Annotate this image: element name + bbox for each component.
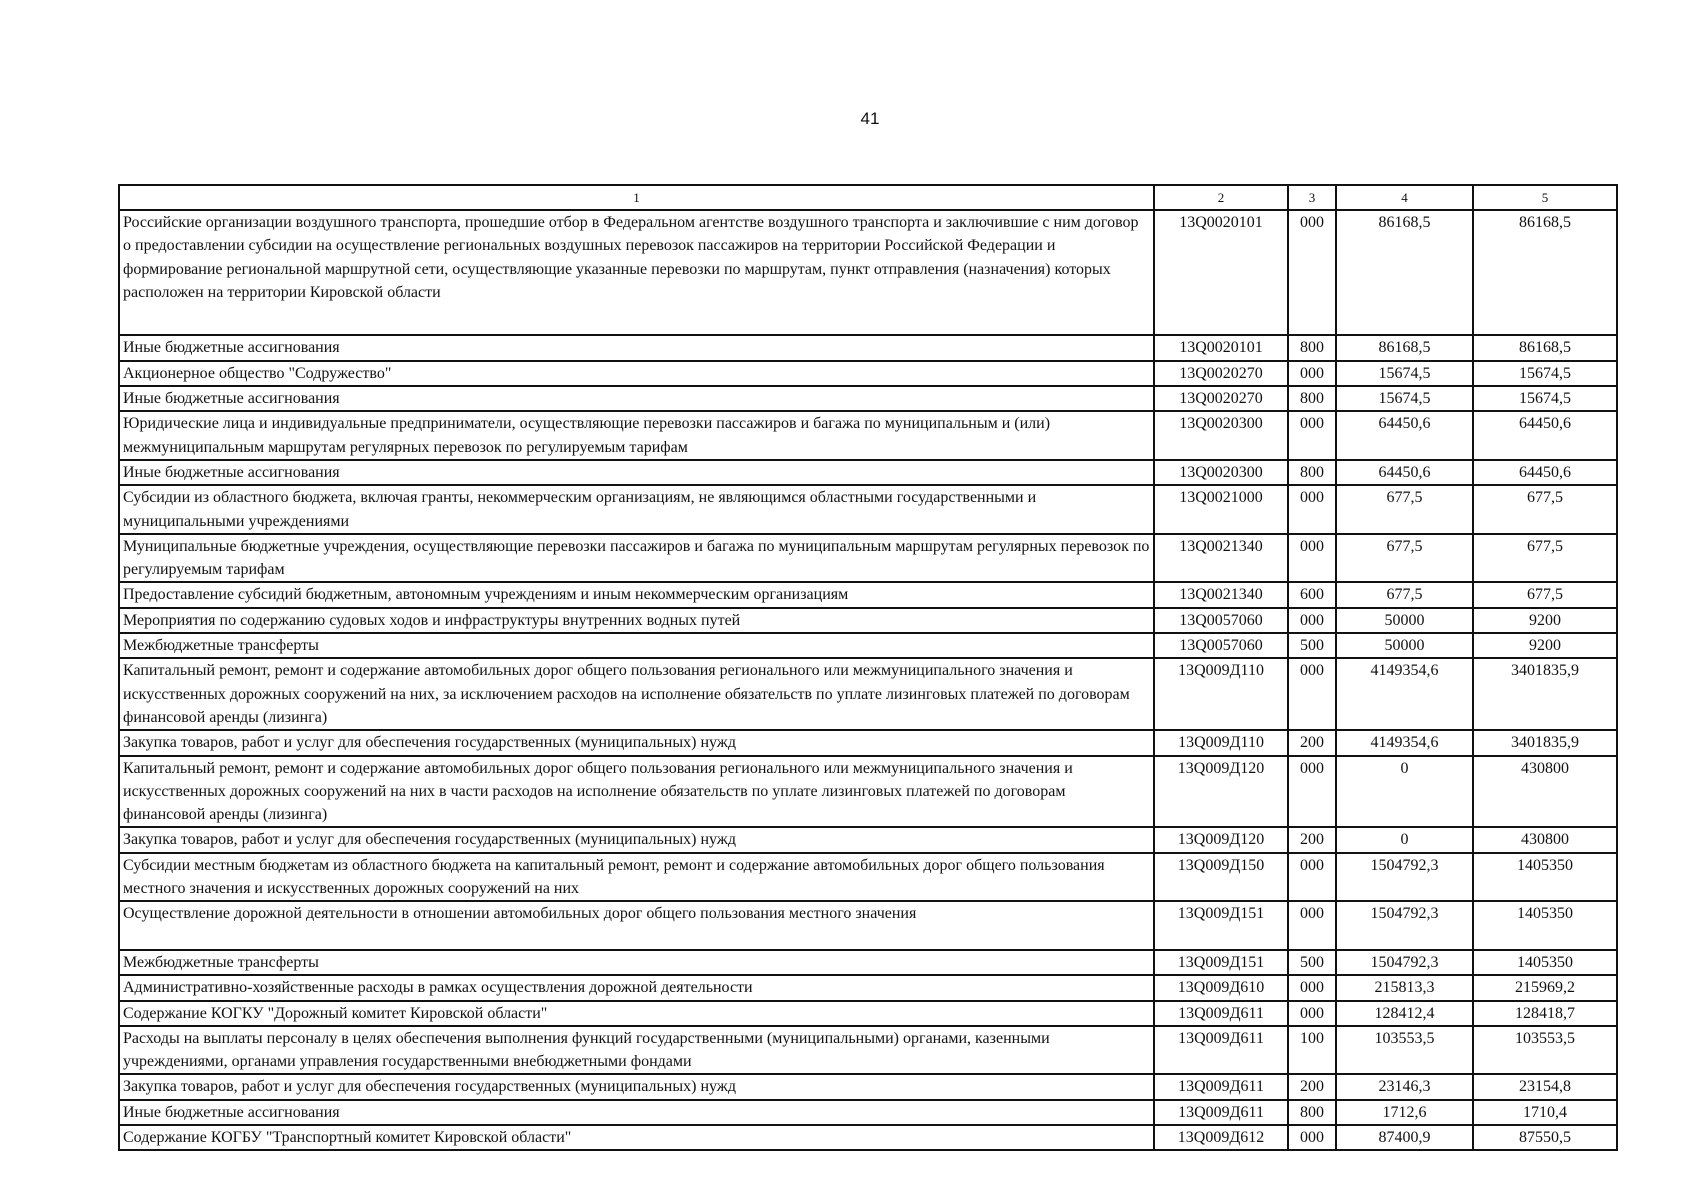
table-row: [119, 1100, 1617, 1125]
row-value-col5: 87550,5: [1473, 1125, 1617, 1150]
row-value-col5: 86168,5: [1473, 335, 1617, 360]
row-name: Капитальный ремонт, ремонт и содержание автомобильных дорог общего пользования регионального или межмуниципального значения и искусственных дорожных сооружений на них в части расходов на исполнение обязательств по уплате лизинговых платежей по договорам финансовой аренды (лизинга): [119, 756, 1154, 828]
table-row: [119, 534, 1617, 583]
table-row: [119, 485, 1617, 534]
row-value-col4: 677,5: [1336, 582, 1473, 607]
row-value-col4: 15674,5: [1336, 361, 1473, 386]
row-value-col5: 3401835,9: [1473, 730, 1617, 755]
header-col-4: 4: [1336, 185, 1473, 210]
row-value-col4: 87400,9: [1336, 1125, 1473, 1150]
table-body: [119, 210, 1617, 1150]
row-name: Расходы на выплаты персоналу в целях обеспечения выполнения функций государственными (муниципальными) органами, казенными учреждениями, органами управления государственными внебюджетными фондами: [119, 1026, 1154, 1075]
row-name: Иные бюджетные ассигнования: [119, 386, 1154, 411]
row-expense-type: 000: [1288, 608, 1336, 633]
row-value-col5: 430800: [1473, 827, 1617, 852]
table-row: [119, 335, 1617, 360]
row-value-col4: 86168,5: [1336, 210, 1473, 335]
header-col-5: 5: [1473, 185, 1617, 210]
table-row: [119, 608, 1617, 633]
table-row: [119, 658, 1617, 730]
row-value-col5: 677,5: [1473, 582, 1617, 607]
row-code: 13Q009Д611: [1154, 1026, 1288, 1075]
table-row: [119, 460, 1617, 485]
row-value-col4: 64450,6: [1336, 411, 1473, 460]
row-code: 13Q009Д151: [1154, 950, 1288, 975]
table-row: [119, 582, 1617, 607]
row-value-col5: 103553,5: [1473, 1026, 1617, 1075]
row-code: 13Q0020101: [1154, 335, 1288, 360]
row-value-col4: 64450,6: [1336, 460, 1473, 485]
table-row: [119, 1026, 1617, 1075]
row-name: Закупка товаров, работ и услуг для обеспечения государственных (муниципальных) нужд: [119, 827, 1154, 852]
row-value-col4: 4149354,6: [1336, 658, 1473, 730]
row-expense-type: 500: [1288, 633, 1336, 658]
row-name: Содержание КОГБУ "Транспортный комитет Кировской области": [119, 1125, 1154, 1150]
row-value-col5: 677,5: [1473, 485, 1617, 534]
header-col-1: 1: [119, 185, 1154, 210]
row-value-col4: 215813,3: [1336, 975, 1473, 1000]
row-value-col5: 15674,5: [1473, 386, 1617, 411]
row-code: 13Q009Д612: [1154, 1125, 1288, 1150]
header-col-3: 3: [1288, 185, 1336, 210]
row-name: Межбюджетные трансферты: [119, 633, 1154, 658]
row-name: Иные бюджетные ассигнования: [119, 460, 1154, 485]
row-value-col4: 677,5: [1336, 534, 1473, 583]
row-value-col5: 64450,6: [1473, 411, 1617, 460]
row-expense-type: 000: [1288, 756, 1336, 828]
row-expense-type: 800: [1288, 1100, 1336, 1125]
row-expense-type: 200: [1288, 730, 1336, 755]
budget-table: [118, 184, 1618, 1151]
row-code: 13Q009Д610: [1154, 975, 1288, 1000]
row-value-col4: 103553,5: [1336, 1026, 1473, 1075]
row-value-col4: 1504792,3: [1336, 853, 1473, 902]
row-name: Осуществление дорожной деятельности в отношении автомобильных дорог общего пользования местного значения: [119, 901, 1154, 950]
row-code: 13Q009Д120: [1154, 827, 1288, 852]
row-code: 13Q009Д110: [1154, 730, 1288, 755]
table-row: [119, 827, 1617, 852]
row-value-col5: 86168,5: [1473, 210, 1617, 335]
row-value-col4: 50000: [1336, 608, 1473, 633]
row-code: 13Q0020300: [1154, 460, 1288, 485]
row-code: 13Q0057060: [1154, 608, 1288, 633]
row-code: 13Q0020300: [1154, 411, 1288, 460]
table-row: [119, 901, 1617, 950]
table-row: [119, 1074, 1617, 1099]
row-name: Субсидии местным бюджетам из областного бюджета на капитальный ремонт, ремонт и содержание автомобильных дорог общего пользования местного значения и искусственных дорожных сооружений на них: [119, 853, 1154, 902]
table-row: [119, 756, 1617, 828]
table-row: [119, 210, 1617, 335]
table-row: [119, 1125, 1617, 1150]
table-row: [119, 361, 1617, 386]
row-code: 13Q009Д110: [1154, 658, 1288, 730]
row-name: Иные бюджетные ассигнования: [119, 1100, 1154, 1125]
row-code: 13Q0057060: [1154, 633, 1288, 658]
row-value-col5: 9200: [1473, 633, 1617, 658]
row-value-col5: 1405350: [1473, 901, 1617, 950]
table-row: [119, 1001, 1617, 1026]
row-name: Иные бюджетные ассигнования: [119, 335, 1154, 360]
row-expense-type: 100: [1288, 1026, 1336, 1075]
row-value-col5: 1405350: [1473, 853, 1617, 902]
row-name: Муниципальные бюджетные учреждения, осуществляющие перевозки пассажиров и багажа по муниципальным маршрутам регулярных перевозок по регулируемым тарифам: [119, 534, 1154, 583]
row-value-col5: 128418,7: [1473, 1001, 1617, 1026]
row-value-col5: 9200: [1473, 608, 1617, 633]
row-value-col5: 3401835,9: [1473, 658, 1617, 730]
row-value-col5: 677,5: [1473, 534, 1617, 583]
table-row: [119, 633, 1617, 658]
table-row: [119, 730, 1617, 755]
row-value-col4: 0: [1336, 756, 1473, 828]
row-expense-type: 000: [1288, 853, 1336, 902]
row-name: Мероприятия по содержанию судовых ходов и инфраструктуры внутренних водных путей: [119, 608, 1154, 633]
row-expense-type: 200: [1288, 827, 1336, 852]
page-number: 41: [860, 109, 880, 128]
row-value-col4: 15674,5: [1336, 386, 1473, 411]
row-value-col5: 1710,4: [1473, 1100, 1617, 1125]
row-expense-type: 800: [1288, 335, 1336, 360]
table-row: [119, 950, 1617, 975]
row-value-col4: 4149354,6: [1336, 730, 1473, 755]
row-value-col4: 128412,4: [1336, 1001, 1473, 1026]
row-name: Предоставление субсидий бюджетным, автономным учреждениям и иным некоммерческим организациям: [119, 582, 1154, 607]
row-name: Закупка товаров, работ и услуг для обеспечения государственных (муниципальных) нужд: [119, 730, 1154, 755]
row-name: Российские организации воздушного транспорта, прошедшие отбор в Федеральном агентстве воздушного транспорта и заключившие с ним договор о предоставлении субсидии на осуществление региональных воздушных перевозок пассажиров на территории Российской Федерации и формирование региональной маршрутной сети, осуществляющие указанные перевозки по маршрутам, пункт отправления (назначения) которых расположен на территории Кировской области: [119, 210, 1154, 335]
row-value-col4: 50000: [1336, 633, 1473, 658]
row-code: 13Q009Д611: [1154, 1074, 1288, 1099]
row-code: 13Q009Д150: [1154, 853, 1288, 902]
row-expense-type: 000: [1288, 210, 1336, 335]
row-expense-type: 600: [1288, 582, 1336, 607]
row-code: 13Q009Д120: [1154, 756, 1288, 828]
row-name: Межбюджетные трансферты: [119, 950, 1154, 975]
row-name: Закупка товаров, работ и услуг для обеспечения государственных (муниципальных) нужд: [119, 1074, 1154, 1099]
row-value-col5: 430800: [1473, 756, 1617, 828]
row-name: Юридические лица и индивидуальные предприниматели, осуществляющие перевозки пассажиров и багажа по муниципальным и (или) межмуниципальным маршрутам регулярных перевозок по регулируемым тарифам: [119, 411, 1154, 460]
row-name: Содержание КОГКУ "Дорожный комитет Кировской области": [119, 1001, 1154, 1026]
row-value-col4: 1504792,3: [1336, 950, 1473, 975]
row-name: Капитальный ремонт, ремонт и содержание автомобильных дорог общего пользования регионального или межмуниципального значения и искусственных дорожных сооружений на них, за исключением расходов на исполнение обязательств по уплате лизинговых платежей по договорам финансовой аренды (лизинга): [119, 658, 1154, 730]
row-code: 13Q0020270: [1154, 361, 1288, 386]
row-value-col4: 677,5: [1336, 485, 1473, 534]
row-value-col5: 23154,8: [1473, 1074, 1617, 1099]
row-expense-type: 000: [1288, 485, 1336, 534]
row-expense-type: 000: [1288, 658, 1336, 730]
row-expense-type: 800: [1288, 460, 1336, 485]
row-code: 13Q0020270: [1154, 386, 1288, 411]
row-expense-type: 000: [1288, 1125, 1336, 1150]
row-expense-type: 000: [1288, 901, 1336, 950]
row-value-col4: 23146,3: [1336, 1074, 1473, 1099]
row-expense-type: 000: [1288, 361, 1336, 386]
row-value-col5: 1405350: [1473, 950, 1617, 975]
row-expense-type: 000: [1288, 975, 1336, 1000]
table-row: [119, 853, 1617, 902]
row-value-col5: 64450,6: [1473, 460, 1617, 485]
table-row: [119, 975, 1617, 1000]
row-code: 13Q009Д611: [1154, 1001, 1288, 1026]
row-value-col4: 0: [1336, 827, 1473, 852]
row-expense-type: 000: [1288, 1001, 1336, 1026]
row-expense-type: 000: [1288, 534, 1336, 583]
row-code: 13Q0020101: [1154, 210, 1288, 335]
row-value-col5: 15674,5: [1473, 361, 1617, 386]
row-name: Административно-хозяйственные расходы в рамках осуществления дорожной деятельности: [119, 975, 1154, 1000]
row-name: Акционерное общество "Содружество": [119, 361, 1154, 386]
row-code: 13Q009Д151: [1154, 901, 1288, 950]
row-code: 13Q009Д611: [1154, 1100, 1288, 1125]
row-expense-type: 800: [1288, 386, 1336, 411]
row-value-col4: 1712,6: [1336, 1100, 1473, 1125]
table-row: [119, 411, 1617, 460]
row-expense-type: 200: [1288, 1074, 1336, 1099]
row-value-col4: 86168,5: [1336, 335, 1473, 360]
row-name: Субсидии из областного бюджета, включая гранты, некоммерческим организациям, не являющимся областными государственными и муниципальными учреждениями: [119, 485, 1154, 534]
table-row: [119, 386, 1617, 411]
row-expense-type: 500: [1288, 950, 1336, 975]
row-code: 13Q0021340: [1154, 582, 1288, 607]
row-code: 13Q0021000: [1154, 485, 1288, 534]
row-value-col5: 215969,2: [1473, 975, 1617, 1000]
row-code: 13Q0021340: [1154, 534, 1288, 583]
row-expense-type: 000: [1288, 411, 1336, 460]
table-header-row: [119, 185, 1617, 210]
row-value-col4: 1504792,3: [1336, 901, 1473, 950]
header-col-2: 2: [1154, 185, 1288, 210]
